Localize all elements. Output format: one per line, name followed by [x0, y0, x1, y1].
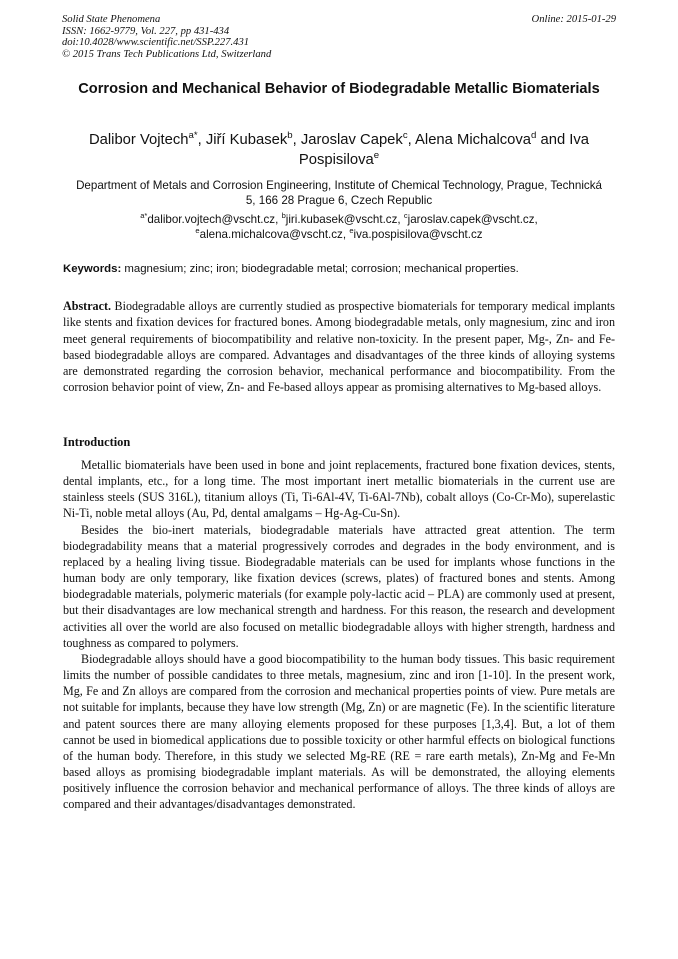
author-affil-mark: c [402, 130, 408, 142]
section-heading-introduction: Introduction [63, 435, 131, 449]
online-date-text: Online: 2015-01-29 [531, 14, 616, 25]
doi-line: doi:10.4028/www.scientific.net/SSP.227.431 [62, 37, 250, 49]
journal-header [62, 14, 271, 60]
email-separator: , [342, 227, 350, 241]
author-name: Dalibor Vojtech [88, 132, 189, 148]
email-address[interactable]: dalibor.vojtech@vscht.cz [147, 213, 276, 226]
email-entry [282, 213, 404, 226]
abstract [63, 298, 615, 396]
email-address[interactable]: iva.pospisilova@vscht.cz [353, 227, 483, 241]
author-separator: , [292, 132, 301, 148]
author-name: Iva Pospisilova [298, 132, 590, 168]
author-name: Jiří Kubasek [205, 132, 288, 148]
email-entry [404, 213, 538, 226]
body-paragraph: Besides the bio-inert materials, biodegradable materials have attracted great attention. The term biodegradability means that a material progressively corrodes and degrades in the body environment, and is replaced by a healing living tissue. Biodegradable materials can be used for implants whose functions in the human body are only temporary, like fixation devices (screws, plates) of fractured bones and stents. Among biodegradable materials, polymeric materials (for example poly-lactic acid – PLA) are commonly used at present, but their disadvantages are low mechanical strength and hardness. For this reason, the research and development activities all over the world are also focused on metallic biodegradable alloys with higher strength, hardness and toughness as compared to polymers. [63, 522, 615, 650]
keywords-label: Keywords: [63, 263, 122, 275]
author-name: Alena Michalcova [415, 132, 532, 148]
author [301, 132, 415, 148]
author-affil-mark: a* [188, 130, 198, 142]
email-mark: b [281, 211, 286, 221]
keywords [63, 262, 615, 276]
email-mark: c [403, 211, 408, 221]
author-separator: and [536, 132, 570, 148]
email-entry [349, 225, 483, 241]
email-separator: , [534, 213, 538, 226]
author [89, 132, 206, 148]
journal-name: Solid State Phenomena [62, 14, 161, 25]
email-address[interactable]: jiri.kubasek@vscht.cz [285, 213, 398, 226]
abstract-text: Biodegradable alloys are currently studied as prospective biomaterials for temporary medical implants like stents and fixation devices for fractured bones. Among biodegradable metals, only magnesium, zinc and iron meet general requirements of biocompatibility and relative non-toxicity. In the present paper, Mg-, Zn- and Fe-based biodegradable alloys are compared. Advantages and disadvantages of the three kinds of alloying systems are demonstrated regarding the corrosion behavior, mechanical performance and biocompatibility. From the corrosion behavior point of view, Zn- and Fe-based alloys appear as promising alternatives to Mg-based alloys. [63, 299, 615, 395]
body-paragraph: Metallic biomaterials have been used in bone and joint replacements, fractured bone fixation devices, stents, dental implants, etc., for a long time. The most important inert metallic biomaterials in the current use are stainless steels (SUS 316L), titanium alloys (Ti, Ti-6Al-4V, Ti-6Al-7Nb), cobalt alloys (Co-Cr-Mo), superelastic Ni-Ti, noble metal alloys (Au, Pd, dental amalgams – Hg-Ag-Cu-Sn). [63, 458, 615, 521]
author-affil-mark: e [373, 149, 380, 161]
abstract-label: Abstract. [63, 299, 112, 313]
email-mark: e [349, 225, 354, 235]
email-list [70, 213, 608, 243]
author-affil-mark: d [531, 130, 537, 142]
author [206, 132, 301, 148]
author-affil-mark: b [287, 130, 293, 142]
email-mark: e [195, 225, 200, 235]
body-paragraph: Biodegradable alloys should have a good biocompatibility to the human body tissues. This basic requirement limits the number of possible candidates to three metals, magnesium, zinc and iron [1-10]. In the present work, Mg, Fe and Zn alloys are compared from the corrosion and mechanical properties points of view. Pure metals are not suitable for implants, because they have low strength (Mg, Zn) or are magnetic (Fe). In the scientific literature and patent sources there are many alloying elements proposed for these purposes [1,3,4]. But, a lot of them cannot be used in biomedical applications due to possible toxicity or other harmful effects on biological functions of the human body. Therefore, in this study we selected Mg-RE (RE = rare earth metals), Zn-Mg and Fe-Mn based alloys as promising biodegradable implant materials. As will be demonstrated, the alloying elements positively influence the corrosion behavior and mechanical performance of alloys. The three kinds of alloys are compared and their advantages/disadvantages demonstrated. [63, 651, 615, 812]
keywords-text: magnesium; zinc; iron; biodegradable metal; corrosion; mechanical properties. [121, 263, 519, 275]
email-separator: , [397, 213, 404, 226]
introduction-body [63, 457, 615, 812]
paper-title: Corrosion and Mechanical Behavior of Biodegradable Metallic Biomaterials [78, 81, 600, 97]
online-date [532, 14, 616, 26]
email-address[interactable]: jaroslav.capek@vscht.cz [407, 213, 535, 226]
email-entry [140, 213, 281, 226]
author-list [70, 131, 608, 170]
copyright-line: © 2015 Trans Tech Publications Ltd, Switzerland [62, 48, 272, 60]
affiliation: Department of Metals and Corrosion Engineering, Institute of Chemical Technology, Prague, Technická 5, 166 28 Prague 6, Czech Republic [76, 179, 602, 207]
email-mark: a* [140, 211, 148, 221]
author-separator: , [197, 132, 206, 148]
author [415, 132, 569, 148]
author-name: Jaroslav Capek [300, 132, 403, 148]
author-separator: , [407, 132, 416, 148]
email-address[interactable]: alena.michalcova@vscht.cz [199, 227, 343, 241]
email-entry [195, 225, 350, 241]
email-separator: , [275, 213, 282, 226]
issn-line: ISSN: 1662-9779, Vol. 227, pp 431-434 [62, 25, 230, 37]
